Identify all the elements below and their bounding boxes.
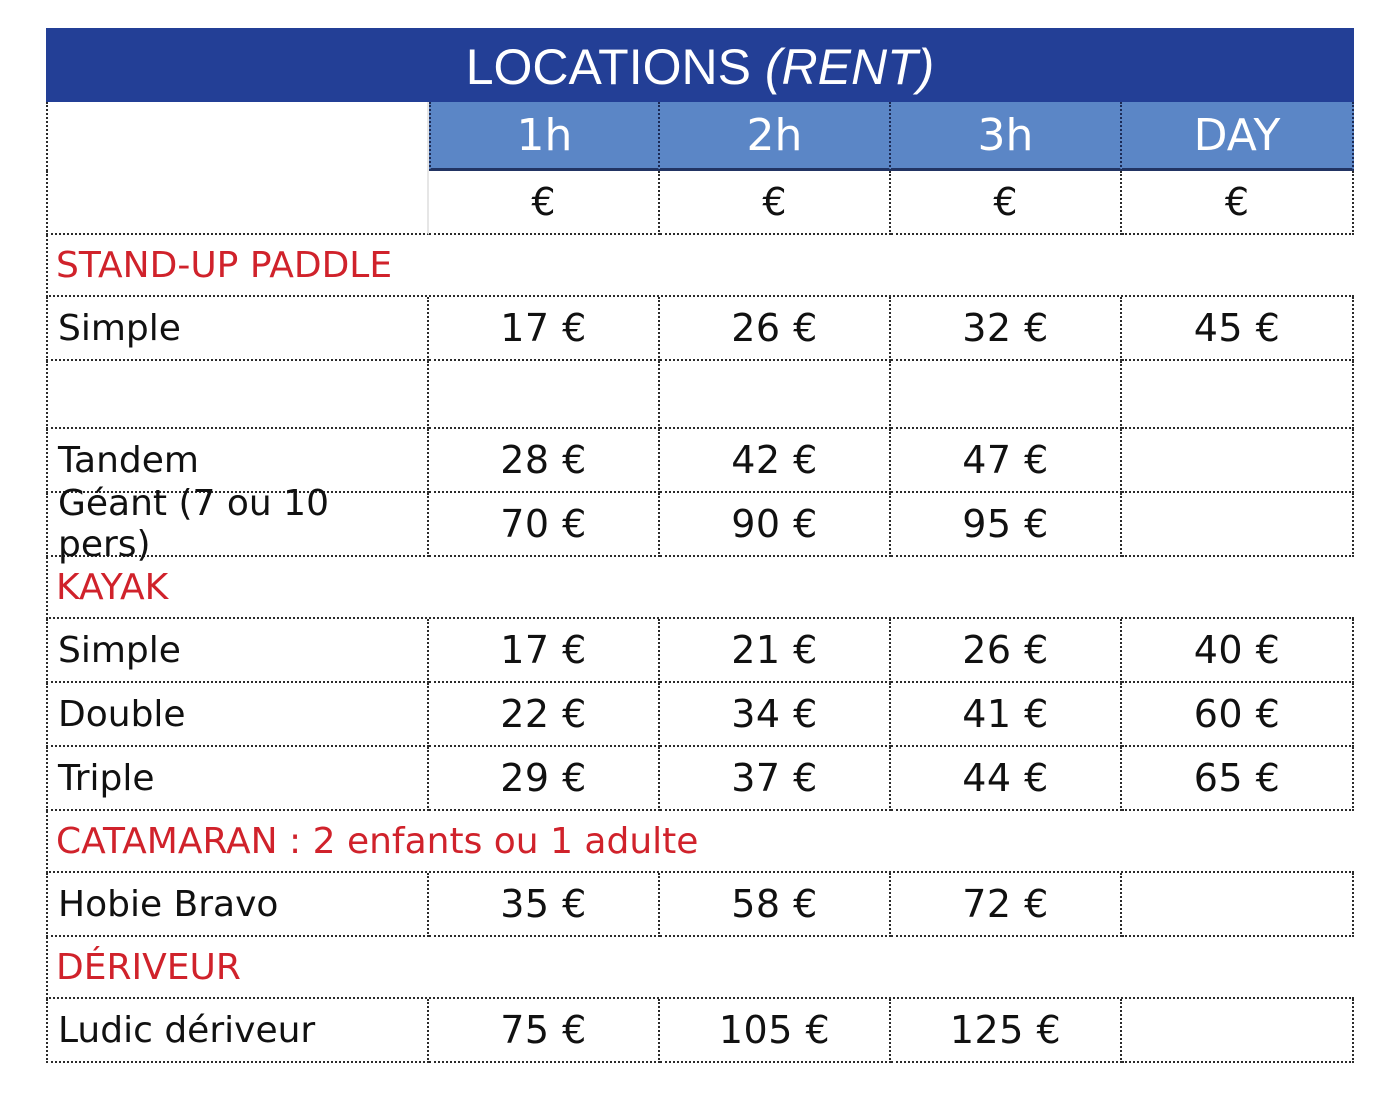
header-2h: 2h	[660, 102, 891, 171]
category-label: STAND-UP PADDLE	[56, 244, 393, 286]
price-cell: 21 €	[660, 619, 891, 683]
category-label: DÉRIVEUR	[56, 946, 241, 988]
category-label: KAYAK	[56, 566, 169, 608]
price-cell: 45 €	[1122, 297, 1354, 361]
price-cell: 35 €	[429, 873, 660, 937]
header-blank-cell	[46, 102, 429, 171]
price-cell: 47 €	[891, 429, 1122, 493]
table-row-empty	[46, 361, 1354, 429]
table-row	[46, 297, 1354, 361]
header-3h: 3h	[891, 102, 1122, 171]
currency-cell: €	[660, 171, 891, 235]
category-row	[46, 811, 1354, 873]
price-cell: 22 €	[429, 683, 660, 747]
category-label: CATAMARAN : 2 enfants ou 1 adulte	[56, 820, 699, 862]
price-cell: 17 €	[429, 619, 660, 683]
price-cell	[1122, 361, 1354, 429]
currency-blank-cell	[46, 171, 429, 235]
price-cell: 58 €	[660, 873, 891, 937]
title-sub: (RENT)	[764, 39, 935, 95]
price-cell: 17 €	[429, 297, 660, 361]
item-label: Simple	[46, 619, 429, 683]
currency-cell: €	[429, 171, 660, 235]
item-label	[46, 361, 429, 429]
price-cell: 37 €	[660, 747, 891, 811]
price-cell: 72 €	[891, 873, 1122, 937]
category-row	[46, 937, 1354, 999]
item-label: Géant (7 ou 10 pers)	[46, 493, 429, 557]
header-day: DAY	[1122, 102, 1354, 171]
price-cell: 105 €	[660, 999, 891, 1063]
price-cell: 95 €	[891, 493, 1122, 557]
title-main: LOCATIONS	[465, 39, 751, 95]
item-label: Triple	[46, 747, 429, 811]
item-label: Simple	[46, 297, 429, 361]
header-1h: 1h	[429, 102, 660, 171]
price-cell: 40 €	[1122, 619, 1354, 683]
price-cell	[660, 361, 891, 429]
table-row	[46, 619, 1354, 683]
price-cell: 26 €	[891, 619, 1122, 683]
price-cell	[891, 361, 1122, 429]
table-row	[46, 683, 1354, 747]
price-cell	[1122, 493, 1354, 557]
price-cell: 65 €	[1122, 747, 1354, 811]
category-row	[46, 557, 1354, 619]
item-label: Double	[46, 683, 429, 747]
item-label: Tandem	[46, 429, 429, 493]
price-cell: 90 €	[660, 493, 891, 557]
price-cell	[1122, 999, 1354, 1063]
table-row	[46, 999, 1354, 1063]
currency-cell: €	[1122, 171, 1354, 235]
currency-row	[46, 171, 1354, 235]
item-label: Hobie Bravo	[46, 873, 429, 937]
price-cell: 60 €	[1122, 683, 1354, 747]
price-cell: 28 €	[429, 429, 660, 493]
price-cell: 32 €	[891, 297, 1122, 361]
item-label: Ludic dériveur	[46, 999, 429, 1063]
table-row	[46, 483, 1354, 565]
price-cell: 29 €	[429, 747, 660, 811]
price-cell: 41 €	[891, 683, 1122, 747]
duration-header-row	[46, 102, 1354, 171]
price-cell: 44 €	[891, 747, 1122, 811]
table-row	[46, 747, 1354, 811]
price-cell: 125 €	[891, 999, 1122, 1063]
price-cell: 42 €	[660, 429, 891, 493]
price-table	[46, 28, 1354, 1063]
price-cell: 75 €	[429, 999, 660, 1063]
currency-cell: €	[891, 171, 1122, 235]
price-cell: 26 €	[660, 297, 891, 361]
price-cell	[429, 361, 660, 429]
price-cell: 34 €	[660, 683, 891, 747]
category-row	[46, 235, 1354, 297]
table-row	[46, 873, 1354, 937]
price-cell: 70 €	[429, 493, 660, 557]
price-cell	[1122, 429, 1354, 493]
table-title	[46, 28, 1354, 102]
price-cell	[1122, 873, 1354, 937]
